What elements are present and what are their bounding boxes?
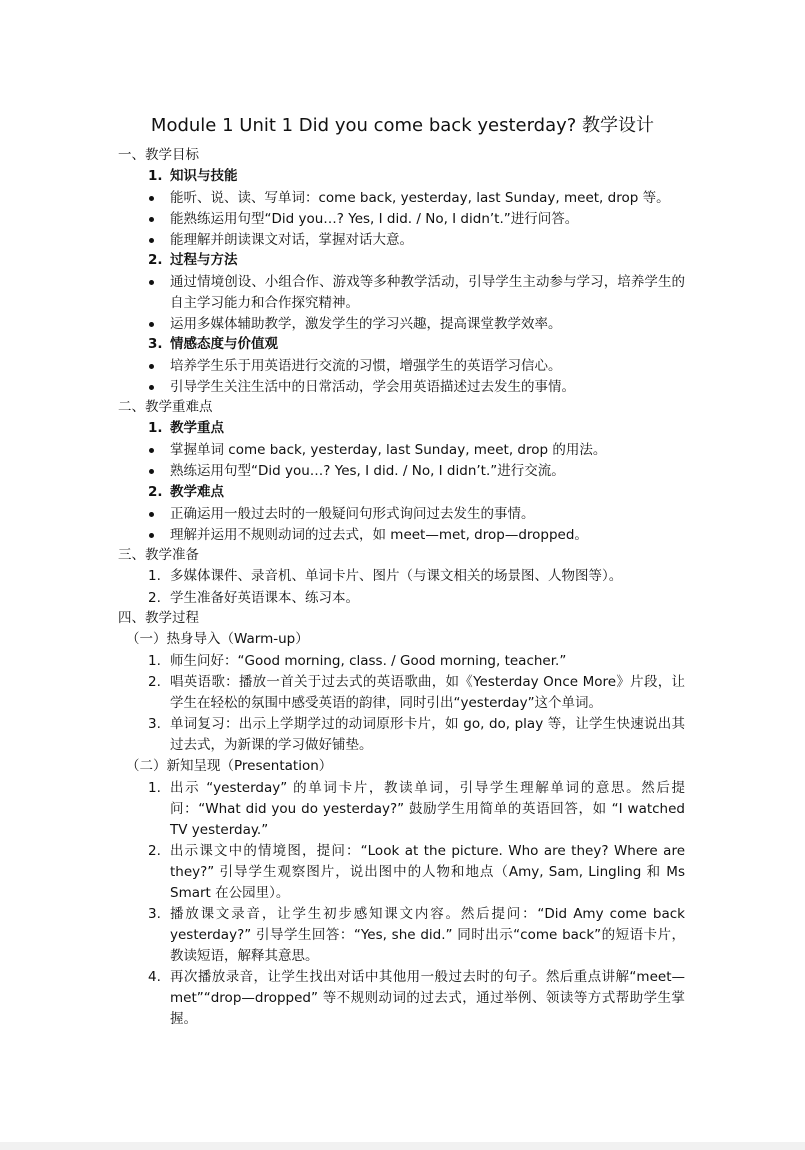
list-number: 1. [148,568,161,584]
list-number: 2. [148,252,163,268]
document-title: Module 1 Unit 1 Did you come back yesterday? 教学设计 [150,115,655,136]
subsection-title: 过程与方法 [170,252,238,268]
subsection-title: 教学难点 [170,484,224,500]
page-bottom-edge [0,1142,805,1150]
list-item-text: 正确运用一般过去时的一般疑问句形式询问过去发生的事情。 [170,506,535,522]
bullet-icon [149,469,154,474]
list-number: 3. [148,716,161,732]
list-number: 4. [148,969,161,985]
bullet-icon [149,196,154,201]
list-item-text: 能理解并朗读课文对话，掌握对话大意。 [170,232,413,248]
bullet-icon [149,238,154,243]
list-number: 1. [148,420,163,436]
section-heading-process: 四、教学过程 [118,610,199,626]
bullet-icon [149,448,154,453]
subsection-title: 知识与技能 [170,168,238,184]
list-item-text: 出示 “yesterday” 的单词卡片，教读单词，引导学生理解单词的意思。然后提问：“What did you do yesterday?” 鼓励学生用简单的英语回答，如 “I watched TV yesterday.” [170,780,685,838]
list-item-text: 培养学生乐于用英语进行交流的习惯，增强学生的英语学习信心。 [170,358,562,374]
list-number: 3. [148,336,163,352]
list-number: 1. [148,168,163,184]
list-number: 2. [148,674,161,690]
list-item-text: 熟练运用句型“Did you…? Yes, I did. / No, I didn’t.”进行交流。 [170,463,565,479]
list-item-text: 再次播放录音，让学生找出对话中其他用一般过去时的句子。然后重点讲解“meet—met”“drop—dropped” 等不规则动词的过去式，通过举例、领读等方式帮助学生掌握。 [170,969,685,1027]
bullet-icon [149,322,154,327]
section-heading-preparation: 三、教学准备 [118,547,199,563]
list-number: 1. [148,653,161,669]
bullet-icon [149,364,154,369]
list-number: 2. [148,843,161,859]
subsection-title: 情感态度与价值观 [170,336,278,352]
list-number: 2. [148,590,161,606]
section-heading-objectives: 一、教学目标 [118,147,199,163]
subsection-presentation: （二）新知呈现（Presentation） [126,758,333,774]
list-item-text: 学生准备好英语课本、练习本。 [170,590,359,606]
list-item-text: 能熟练运用句型“Did you…? Yes, I did. / No, I didn’t.”进行问答。 [170,211,579,227]
list-number: 1. [148,780,161,796]
list-item-text: 唱英语歌：播放一首关于过去式的英语歌曲，如《Yesterday Once More》片段，让学生在轻松的氛围中感受英语的韵律，同时引出“yesterday”这个单词。 [170,674,685,711]
list-item-text: 出示课文中的情境图，提问：“Look at the picture. Who are they? Where are they?” 引导学生观察图片，说出图中的人物和地点（Amy, Sam, Lingling 和 Ms Smart 在公园里）。 [170,843,685,901]
list-number: 2. [148,484,163,500]
subsection-title: 教学重点 [170,420,224,436]
list-item-text: 能听、说、读、写单词：come back, yesterday, last Sunday, meet, drop 等。 [170,190,670,206]
bullet-icon [149,533,154,538]
bullet-icon [149,280,154,285]
list-item-text: 运用多媒体辅助教学，激发学生的学习兴趣，提高课堂教学效率。 [170,316,562,332]
list-item-text: 通过情境创设、小组合作、游戏等多种教学活动，引导学生主动参与学习，培养学生的自主学习能力和合作探究精神。 [170,274,685,311]
list-item-text: 掌握单词 come back, yesterday, last Sunday, meet, drop 的用法。 [170,442,607,458]
list-item-text: 引导学生关注生活中的日常活动，学会用英语描述过去发生的事情。 [170,379,575,395]
list-number: 3. [148,906,161,922]
list-item-text: 多媒体课件、录音机、单词卡片、图片（与课文相关的场景图、人物图等）。 [170,568,623,584]
list-item-text: 播放课文录音，让学生初步感知课文内容。然后提问：“Did Amy come back yesterday?” 引导学生回答：“Yes, she did.” 同时出示“come back”的短语卡片，教读短语，解释其意思。 [170,906,685,964]
subsection-warm-up: （一）热身导入（Warm-up） [126,631,309,647]
bullet-icon [149,385,154,390]
bullet-icon [149,217,154,222]
list-item-text: 理解并运用不规则动词的过去式，如 meet—met, drop—dropped。 [170,527,588,543]
bullet-icon [149,512,154,517]
list-item-text: 师生问好：“Good morning, class. / Good morning, teacher.” [170,653,567,669]
section-heading-key-points: 二、教学重难点 [118,399,213,415]
list-item-text: 单词复习：出示上学期学过的动词原形卡片，如 go, do, play 等，让学生快速说出其过去式，为新课的学习做好铺垫。 [170,716,685,753]
